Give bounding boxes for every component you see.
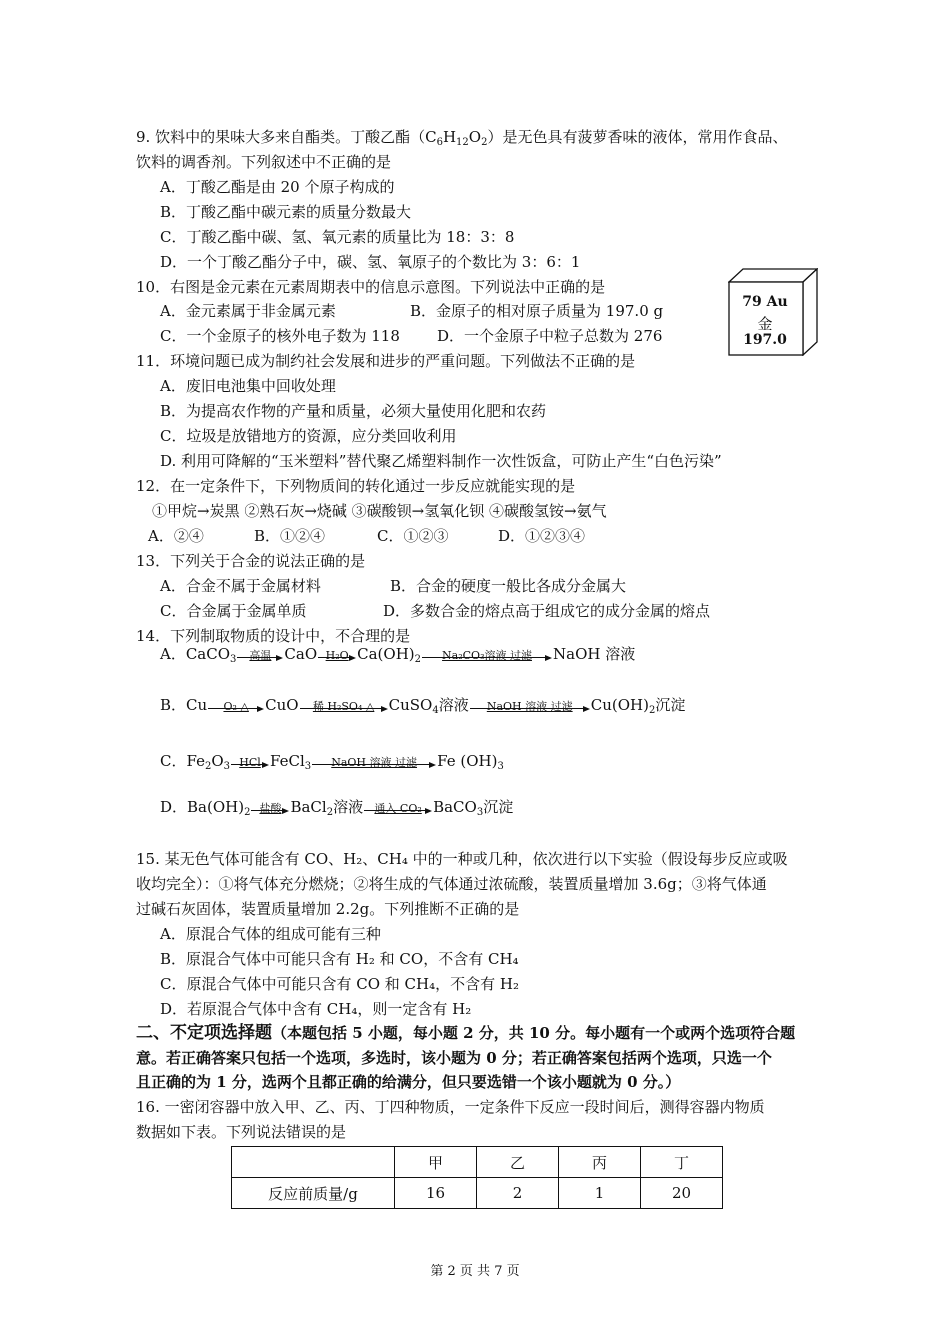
table-row (232, 1178, 723, 1209)
mass-data-table (231, 1146, 723, 1209)
product: CuSO (388, 696, 433, 714)
table-cell: 1 (559, 1178, 641, 1209)
reaction-arrow (251, 803, 289, 814)
gold-element-tile (728, 268, 818, 356)
q9-stem-text: 9. 饮料中的果味大多来自酯类。丁酸乙酯（C (136, 128, 437, 146)
q12-option-a: A．②④ (148, 527, 204, 545)
q11-option-a: A．废旧电池集中回收处理 (160, 377, 336, 395)
reaction-arrow (208, 701, 264, 712)
table-cell: 16 (395, 1178, 477, 1209)
q16-stem-line1: 16. 一密闭容器中放入甲、乙、丙、丁四种物质，一定条件下反应一段时间后，测得容器内物质 (136, 1098, 765, 1116)
formula-sub: 3 (476, 807, 484, 818)
reaction-arrow (470, 701, 590, 712)
q13-option-d: D．多数合金的熔点高于组成它的成分金属的熔点 (383, 602, 711, 620)
q10-option-d: D．一个金原子中粒子总数为 276 (437, 327, 663, 345)
table-header-row (232, 1147, 723, 1178)
formula-sub: 2 (414, 654, 422, 665)
q9-stem-line2: 饮料的调香剂。下列叙述中不正确的是 (136, 153, 392, 171)
q14-option-d (160, 798, 513, 816)
arrow-condition: H₂O (325, 649, 349, 662)
q12-option-d: D．①②③④ (498, 527, 586, 545)
section-title: 二、不定项选择题 (136, 1023, 272, 1043)
reaction-arrow (231, 757, 269, 768)
formula-sub: 3 (230, 654, 237, 665)
table-header-cell: 甲 (395, 1147, 477, 1178)
section-2-instructions-line2: 意。若正确答案只包括一个选项，多选时，该小题为 0 分；若正确答案包括两个选项，只选一个 (136, 1049, 772, 1067)
section-2-heading (136, 1024, 795, 1042)
arrow-condition: 盐酸 (259, 802, 282, 815)
table-header-cell: 丁 (641, 1147, 723, 1178)
formula-sub: 2 (244, 807, 251, 818)
q14-option-a (160, 645, 635, 663)
formula-sub: 12 (456, 137, 469, 148)
formula-sub: 2 (481, 137, 488, 148)
q12-items: ①甲烷→炭黑 ②熟石灰→烧碱 ③碳酸钡→氢氧化钡 ④碳酸氢铵→氨气 (152, 502, 607, 520)
formula-sub: 3 (304, 761, 312, 772)
table-header-cell: 丙 (559, 1147, 641, 1178)
arrow-condition: 高温 (249, 649, 272, 662)
reaction-arrow (318, 650, 356, 661)
product: Ca(OH) (357, 645, 415, 663)
arrow-condition: NaOH 溶液 过滤 (331, 756, 418, 769)
reactant: O (211, 752, 224, 770)
product: NaOH 溶液 (553, 645, 636, 663)
q10-option-a: A．金元素属于非金属元素 (160, 302, 336, 320)
element-mass: 197.0 (743, 332, 787, 348)
product: 沉淀 (655, 696, 686, 714)
table-header-cell (232, 1147, 395, 1178)
reactant: D．Ba(OH) (160, 798, 245, 816)
q10-option-c: C．一个金原子的核外电子数为 118 (160, 327, 400, 345)
table-cell: 20 (641, 1178, 723, 1209)
formula-sub: 3 (497, 761, 504, 772)
reaction-arrow (364, 803, 432, 814)
q13-stem: 13．下列关于合金的说法正确的是 (136, 552, 366, 570)
q15-stem-line3: 过碱石灰固体，装置质量增加 2.2g。下列推断不正确的是 (136, 900, 520, 918)
q14-stem: 14．下列制取物质的设计中，不合理的是 (136, 627, 411, 645)
table-cell: 2 (477, 1178, 559, 1209)
q12-option-b: B．①②④ (254, 527, 326, 545)
product: CaO (284, 645, 318, 663)
q10-stem: 10．右图是金元素在元素周期表中的信息示意图。下列说法中正确的是 (136, 278, 606, 296)
q16-stem-line2: 数据如下表。下列说法错误的是 (136, 1123, 347, 1141)
reactant: C．Fe (160, 752, 205, 770)
q12-option-c: C．①②③ (377, 527, 449, 545)
q11-stem: 11．环境问题已成为制约社会发展和进步的严重问题。下列做法不正确的是 (136, 352, 636, 370)
reactant: A．CaCO (160, 645, 231, 663)
reactant: B．Cu (160, 696, 208, 714)
q15-option-b: B．原混合气体中可能只含有 H₂ 和 CO，不含有 CH₄ (160, 950, 519, 968)
formula-part: H (442, 128, 457, 146)
section-instructions: （本题包括 5 小题，每小题 2 分，共 10 分。每小题有一个或两个选项符合题 (272, 1024, 796, 1042)
formula-sub: 4 (432, 705, 439, 716)
q14-option-c (160, 752, 504, 770)
q9-stem-line1 (136, 128, 787, 146)
q12-stem: 12．在一定条件下，下列物质间的转化通过一步反应就能实现的是 (136, 477, 576, 495)
product: BaCl (290, 798, 327, 816)
table-header-cell: 乙 (477, 1147, 559, 1178)
product: 沉淀 (483, 798, 514, 816)
arrow-condition: 通入 CO₂ (374, 802, 422, 815)
q11-option-b: B．为提高农作物的产量和质量，必须大量使用化肥和农药 (160, 402, 547, 420)
formula-part: O (468, 128, 482, 146)
reaction-arrow (312, 757, 436, 768)
product: 溶液 (333, 798, 364, 816)
product: 溶液 (438, 696, 469, 714)
q15-option-d: D．若原混合气体中含有 CH₄，则一定含有 H₂ (160, 1000, 472, 1018)
reaction-arrow (237, 650, 283, 661)
q9-option-a: A．丁酸乙酯是由 20 个原子构成的 (160, 178, 395, 196)
element-number-symbol: 79 Au (742, 294, 788, 310)
formula-sub: 3 (223, 761, 231, 772)
q15-stem-line1: 15. 某无色气体可能含有 CO、H₂、CH₄ 中的一种或几种，依次进行以下实验（假设每步反应或吸 (136, 850, 788, 868)
product: Cu(OH) (590, 696, 649, 714)
reaction-arrow (422, 650, 552, 661)
q13-option-c: C．合金属于金属单质 (160, 602, 307, 620)
reaction-arrow (300, 701, 388, 712)
page-footer: 第 2 页 共 7 页 (430, 1264, 520, 1279)
q11-option-c: C．垃圾是放错地方的资源，应分类回收利用 (160, 427, 457, 445)
table-cell: 反应前质量/g (232, 1178, 395, 1209)
product: Fe (OH) (437, 752, 498, 770)
arrow-condition: O₂ △ (223, 700, 249, 713)
arrow-condition: Na₂CO₃溶液 过滤 (442, 649, 532, 662)
q15-option-c: C．原混合气体中可能只含有 CO 和 CH₄，不含有 H₂ (160, 975, 519, 993)
formula-sub: 2 (648, 705, 656, 716)
q11-option-d: D. 利用可降解的“玉米塑料”替代聚乙烯塑料制作一次性饭盒，可防止产生“白色污染” (160, 452, 722, 470)
arrow-condition: 稀 H₂SO₄ △ (312, 700, 375, 713)
q9-option-d: D．一个丁酸乙酯分子中，碳、氢、氧原子的个数比为 3：6：1 (160, 253, 581, 271)
arrow-condition: HCl (239, 756, 261, 769)
product: FeCl (270, 752, 305, 770)
q9-stem-text: ）是无色具有菠萝香味的液体，常用作食品、 (487, 128, 788, 146)
q9-option-c: C．丁酸乙酯中碳、氢、氧元素的质量比为 18：3：8 (160, 228, 515, 246)
formula-sub: 2 (204, 761, 212, 772)
section-2-instructions-line3: 且正确的为 1 分，选两个且都正确的给满分，但只要选错一个该小题就为 0 分。） (136, 1073, 681, 1091)
q13-option-a: A．合金不属于金属材料 (160, 577, 321, 595)
q13-option-b: B．合金的硬度一般比各成分金属大 (390, 577, 627, 595)
product: CuO (265, 696, 299, 714)
formula-sub: 2 (326, 807, 334, 818)
element-name: 金 (757, 315, 773, 333)
q15-option-a: A．原混合气体的组成可能有三种 (160, 925, 381, 943)
formula-sub: 6 (436, 137, 443, 148)
arrow-condition: NaOH 溶液 过滤 (486, 700, 573, 713)
q14-option-b (160, 696, 685, 714)
q9-option-b: B．丁酸乙酯中碳元素的质量分数最大 (160, 203, 412, 221)
q15-stem-line2: 收均完全）：①将气体充分燃烧；②将生成的气体通过浓硫酸，装置质量增加 3.6g；③将气体通 (136, 875, 767, 893)
product: BaCO (433, 798, 477, 816)
q10-option-b: B．金原子的相对原子质量为 197.0 g (410, 302, 664, 320)
